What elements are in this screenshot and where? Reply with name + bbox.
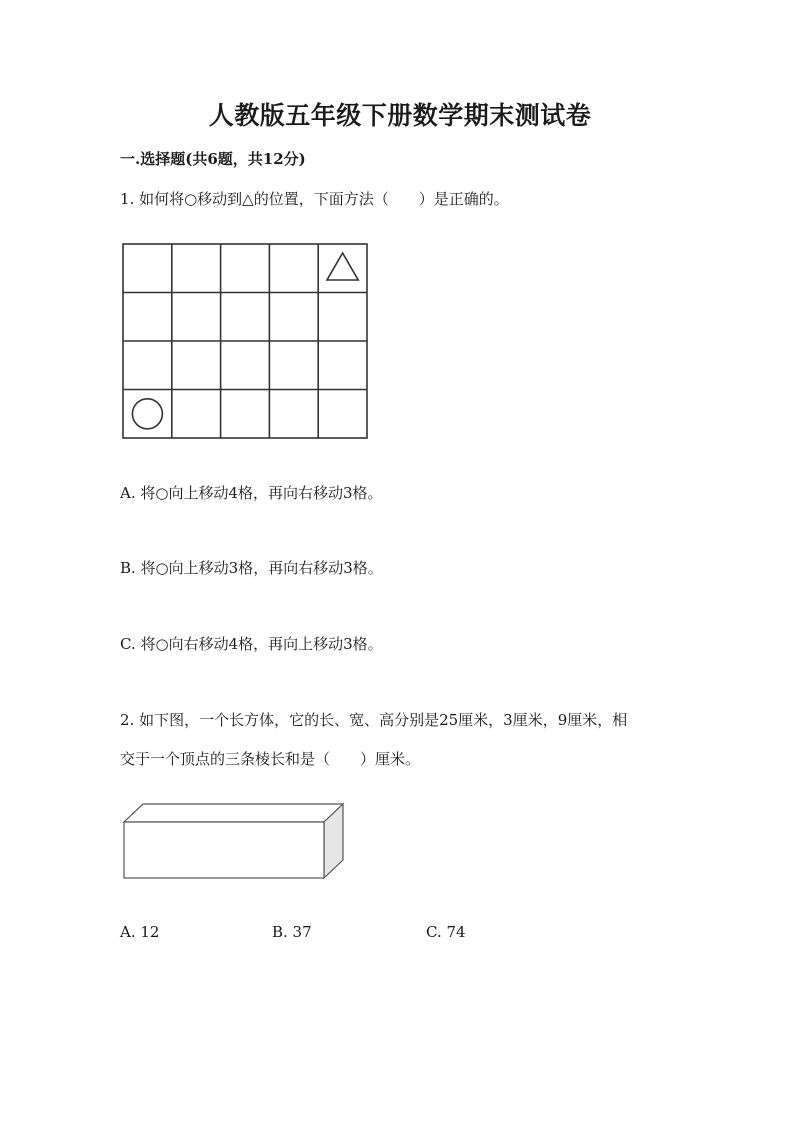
question-1-option-a: A. 将○向上移动4格，再向右移动3格。 xyxy=(120,484,383,502)
question-1-option-b: B. 将○向上移动3格，再向右移动3格。 xyxy=(120,559,383,577)
question-2-stem-line-1: 2. 如下图，一个长方体，它的长、宽、高分别是25厘米，3厘米，9厘米，相 xyxy=(120,711,628,729)
question-2-option-b: B. 37 xyxy=(272,923,312,941)
cuboid-figure xyxy=(122,802,346,882)
page-title: 人教版五年级下册数学期末测试卷 xyxy=(208,101,592,130)
triangle-shape xyxy=(327,253,358,280)
circle-shape xyxy=(132,399,162,429)
question-1-option-c: C. 将○向右移动4格，再向上移动3格。 xyxy=(120,635,383,653)
question-2-option-a: A. 12 xyxy=(120,923,160,941)
section-heading: 一.选择题(共6题，共12分) xyxy=(120,150,306,168)
grid-figure xyxy=(122,243,368,439)
question-2-stem-line-2: 交于一个顶点的三条棱长和是（ ）厘米。 xyxy=(120,750,421,768)
question-1-stem: 1. 如何将○移动到△的位置，下面方法（ ）是正确的。 xyxy=(120,190,509,208)
question-2-option-c: C. 74 xyxy=(426,923,466,941)
